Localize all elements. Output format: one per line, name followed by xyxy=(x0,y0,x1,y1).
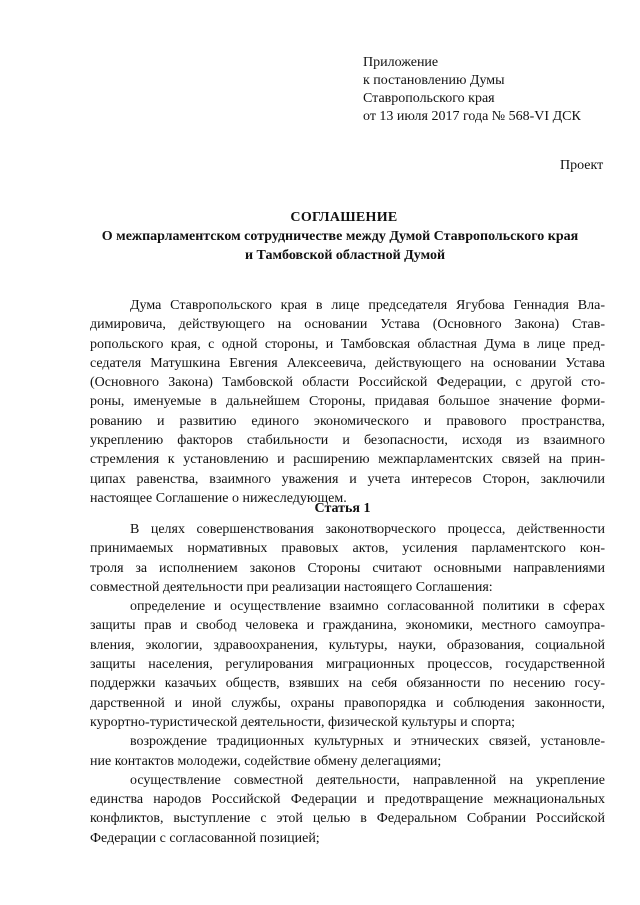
text-line: Федерации с согласованной позицией; xyxy=(90,830,320,846)
intro-paragraph xyxy=(90,296,605,508)
text-line: поддержки казачьих обществ, взявших на себя обязанности по несению госу- xyxy=(90,676,605,692)
text-line: конфликтов, выступление с этой целью в Федеральном Собрании Российской xyxy=(90,811,605,827)
appendix-block xyxy=(363,54,581,126)
text-line: настоящее Соглашение о нижеследующем. xyxy=(90,490,347,506)
text-line: совместной деятельности при реализации настоящего Соглашения: xyxy=(90,579,493,595)
text-line: принимаемых нормативных правовых актов, усиления парламентского кон- xyxy=(90,541,605,557)
text-line: ние контактов молодежи, содействие обмену делегациями; xyxy=(90,753,442,769)
text-line: осуществление совместной деятельности, направленной на укрепление xyxy=(130,772,605,788)
title-line: и Тамбовской областной Думой xyxy=(244,248,446,263)
text-line: вления, экологии, здравоохранения, культуры, науки, образования, социальной xyxy=(90,637,605,653)
text-line: (Основного Закона) Тамбовской области Российской Федерации, с другой сто- xyxy=(90,375,605,391)
article-paragraph xyxy=(90,732,605,771)
appendix-line: Приложение xyxy=(363,55,439,70)
text-line: укреплению факторов стабильности и безопасности, исходя из взаимного xyxy=(90,433,605,449)
text-line: защиты прав и свобод человека и гражданина, экономики, местного самоупра- xyxy=(90,618,605,634)
text-line: седателя Матушкина Евгения Алексеевича, действующего на основании Устава xyxy=(90,355,605,371)
appendix-line: Ставропольского края xyxy=(363,91,495,106)
text-line: димировича, действующего на основании Устава (Основного Закона) Став- xyxy=(90,317,605,333)
text-line: курортно-туристической деятельности, физической культуры и спорта; xyxy=(90,714,516,730)
text-line: рованию и развитию единого экономического и правового пространства, xyxy=(90,413,605,429)
title-heading: СОГЛАШЕНИЕ xyxy=(290,210,398,225)
article-paragraph xyxy=(90,771,605,848)
text-line: троля за исполнением законов Стороны считают основными направлениями xyxy=(90,560,605,576)
appendix-line: к постановлению Думы xyxy=(363,73,505,88)
project-label: Проект xyxy=(560,158,604,173)
document-title xyxy=(0,208,640,265)
text-line: В целях совершенствования законотворческого процесса, действенности xyxy=(130,522,605,537)
text-line: определение и осуществление взаимно согласованной политики в сферах xyxy=(130,599,605,615)
article-paragraph xyxy=(90,520,605,597)
article-heading: Статья 1 xyxy=(314,501,371,516)
text-line: возрождение традиционных культурных и этнических связей, установле- xyxy=(130,734,605,750)
text-line: ципах равенства, взаимного уважения и учета интересов Сторон, заключили xyxy=(90,471,605,487)
text-line: дарственной и иной службы, охраны правопорядка и соблюдения законности, xyxy=(90,695,605,711)
text-line: ропольского края, с одной стороны, и Тамбовская областная Дума в лице пред- xyxy=(90,336,605,352)
article-paragraph xyxy=(90,597,605,732)
text-line: защиты населения, регулирования миграционных процессов, государственной xyxy=(90,657,605,673)
text-line: стремления к установлению и расширению межпарламентских связей на прин- xyxy=(90,452,605,468)
text-line: роны, именуемые в дальнейшем Стороны, придавая большое значение форми- xyxy=(90,394,605,410)
title-line: О межпарламентском сотрудничестве между Думой Ставропольского края xyxy=(101,229,579,244)
text-line: Дума Ставропольского края в лице председателя Ягубова Геннадия Вла- xyxy=(130,298,605,313)
appendix-line: от 13 июля 2017 года № 568-VI ДСК xyxy=(363,109,581,124)
text-line: единства народов Российской Федерации и предотвращение межнациональных xyxy=(90,792,605,808)
article-body xyxy=(90,520,605,848)
